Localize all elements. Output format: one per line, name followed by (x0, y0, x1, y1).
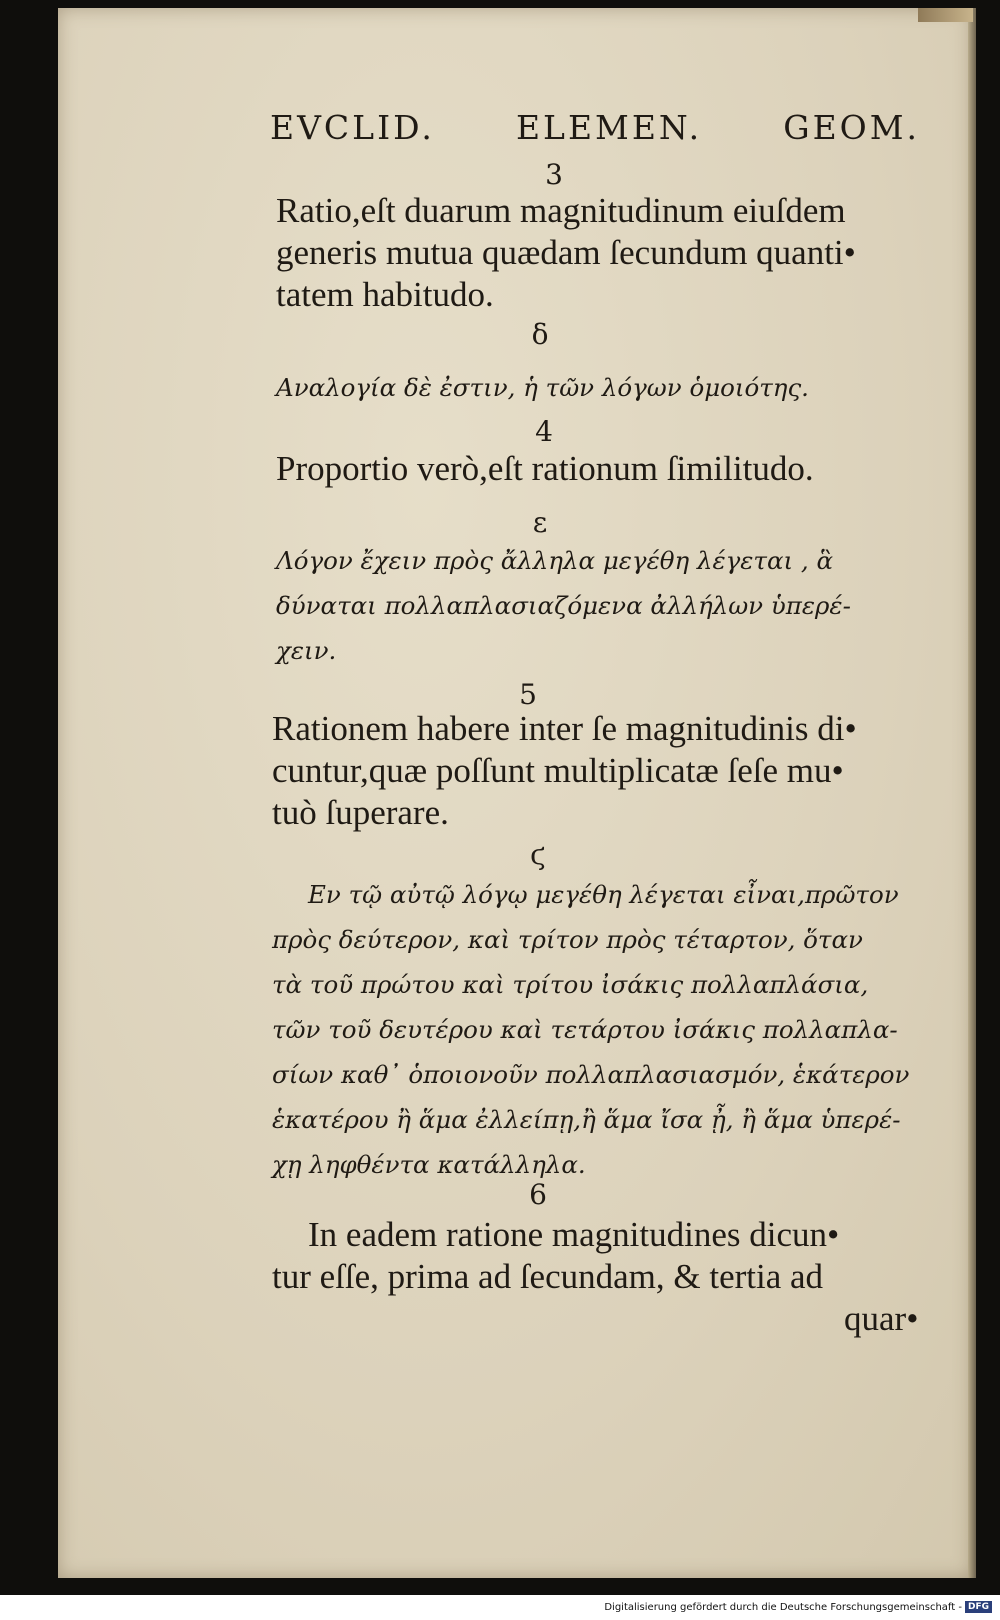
latin-definition-4 (276, 448, 936, 490)
text-line: Proportio verò,eſt rationum ſimilitudo. (276, 449, 814, 488)
text-line: τῶν τοῦ δευτέρου καὶ τετάρτου ἰσάκις πολλαπλα- (272, 1015, 898, 1044)
section-number-4: 4 (535, 415, 553, 448)
greek-number-stigma: ϛ (530, 838, 546, 871)
text-line: tatem habitudo. (276, 275, 494, 314)
greek-number-epsilon: ε (532, 506, 548, 539)
text-line: πρὸς δεύτερον, καὶ τρίτον πρὸς τέταρτον, ὅταν (272, 925, 863, 954)
text-line: Εν τῷ αὐτῷ λόγῳ μεγέθη λέγεται εἶναι,πρῶτον (308, 880, 899, 909)
header-center: ELEMEN. (515, 108, 703, 147)
greek-number-delta: δ (531, 318, 549, 351)
greek-definition-stigma (272, 872, 932, 1187)
text-line: Λόγον ἔχειν πρὸς ἄλληλα μεγέθη λέγεται , ἃ (276, 546, 834, 575)
text-line: Rationem habere inter ſe magnitudinis di• (272, 709, 857, 748)
greek-definition-epsilon (276, 538, 936, 673)
text-line: generis mutua quædam ſecundum quanti• (276, 233, 856, 272)
header-right: GEOM. (783, 108, 920, 147)
credit-text: Digitalisierung gefördert durch die Deutsche Forschungsgemeinschaft - (604, 1601, 962, 1613)
latin-definition-5 (272, 708, 932, 834)
text-line: Ratio,eſt duarum magnitudinum eiuſdem (276, 191, 846, 230)
dfg-logo: DFG (965, 1601, 992, 1613)
latin-definition-3 (276, 190, 936, 316)
section-number-6: 6 (529, 1178, 547, 1211)
text-line: tuò ſuperare. (272, 793, 449, 832)
text-line: τὰ τοῦ πρώτου καὶ τρίτου ἰσάκις πολλαπλάσια, (272, 970, 869, 999)
header-left: EVCLID. (270, 108, 435, 147)
page-corner-mark (918, 8, 973, 22)
catchword: quar• (844, 1299, 919, 1338)
section-number-3: 3 (545, 158, 563, 191)
latin-definition-6 (272, 1214, 932, 1340)
text-line: cuntur,quæ poſſunt multiplicatæ ſeſe mu• (272, 751, 844, 790)
text-line: χῃ ληφθέντα κατάλληλα. (272, 1150, 586, 1179)
running-header (270, 108, 920, 147)
digitization-credit (604, 1601, 992, 1613)
text-line: χειν. (276, 636, 337, 665)
text-line: Αναλογία δὲ ἐστιν, ἡ τῶν λόγων ὁμοιότης. (276, 373, 809, 402)
greek-definition-delta (276, 365, 936, 410)
text-line: In eadem ratione magnitudines dicun• (308, 1215, 840, 1254)
page-edge (968, 8, 976, 1578)
text-line: ἑκατέρου ἢ ἅμα ἐλλείπῃ,ἢ ἅμα ἴσα ᾖ, ἢ ἅμα ὑπερέ- (272, 1105, 901, 1134)
text-line: σίων καθ᾽ ὁποιονοῦν πολλαπλασιασμόν, ἑκάτερον (272, 1060, 910, 1089)
section-number-5: 5 (519, 678, 537, 711)
text-line: δύναται πολλαπλασιαζόμενα ἀλλήλων ὑπερέ- (276, 591, 851, 620)
text-line: tur eſſe, prima ad ſecundam, & tertia ad (272, 1257, 824, 1296)
